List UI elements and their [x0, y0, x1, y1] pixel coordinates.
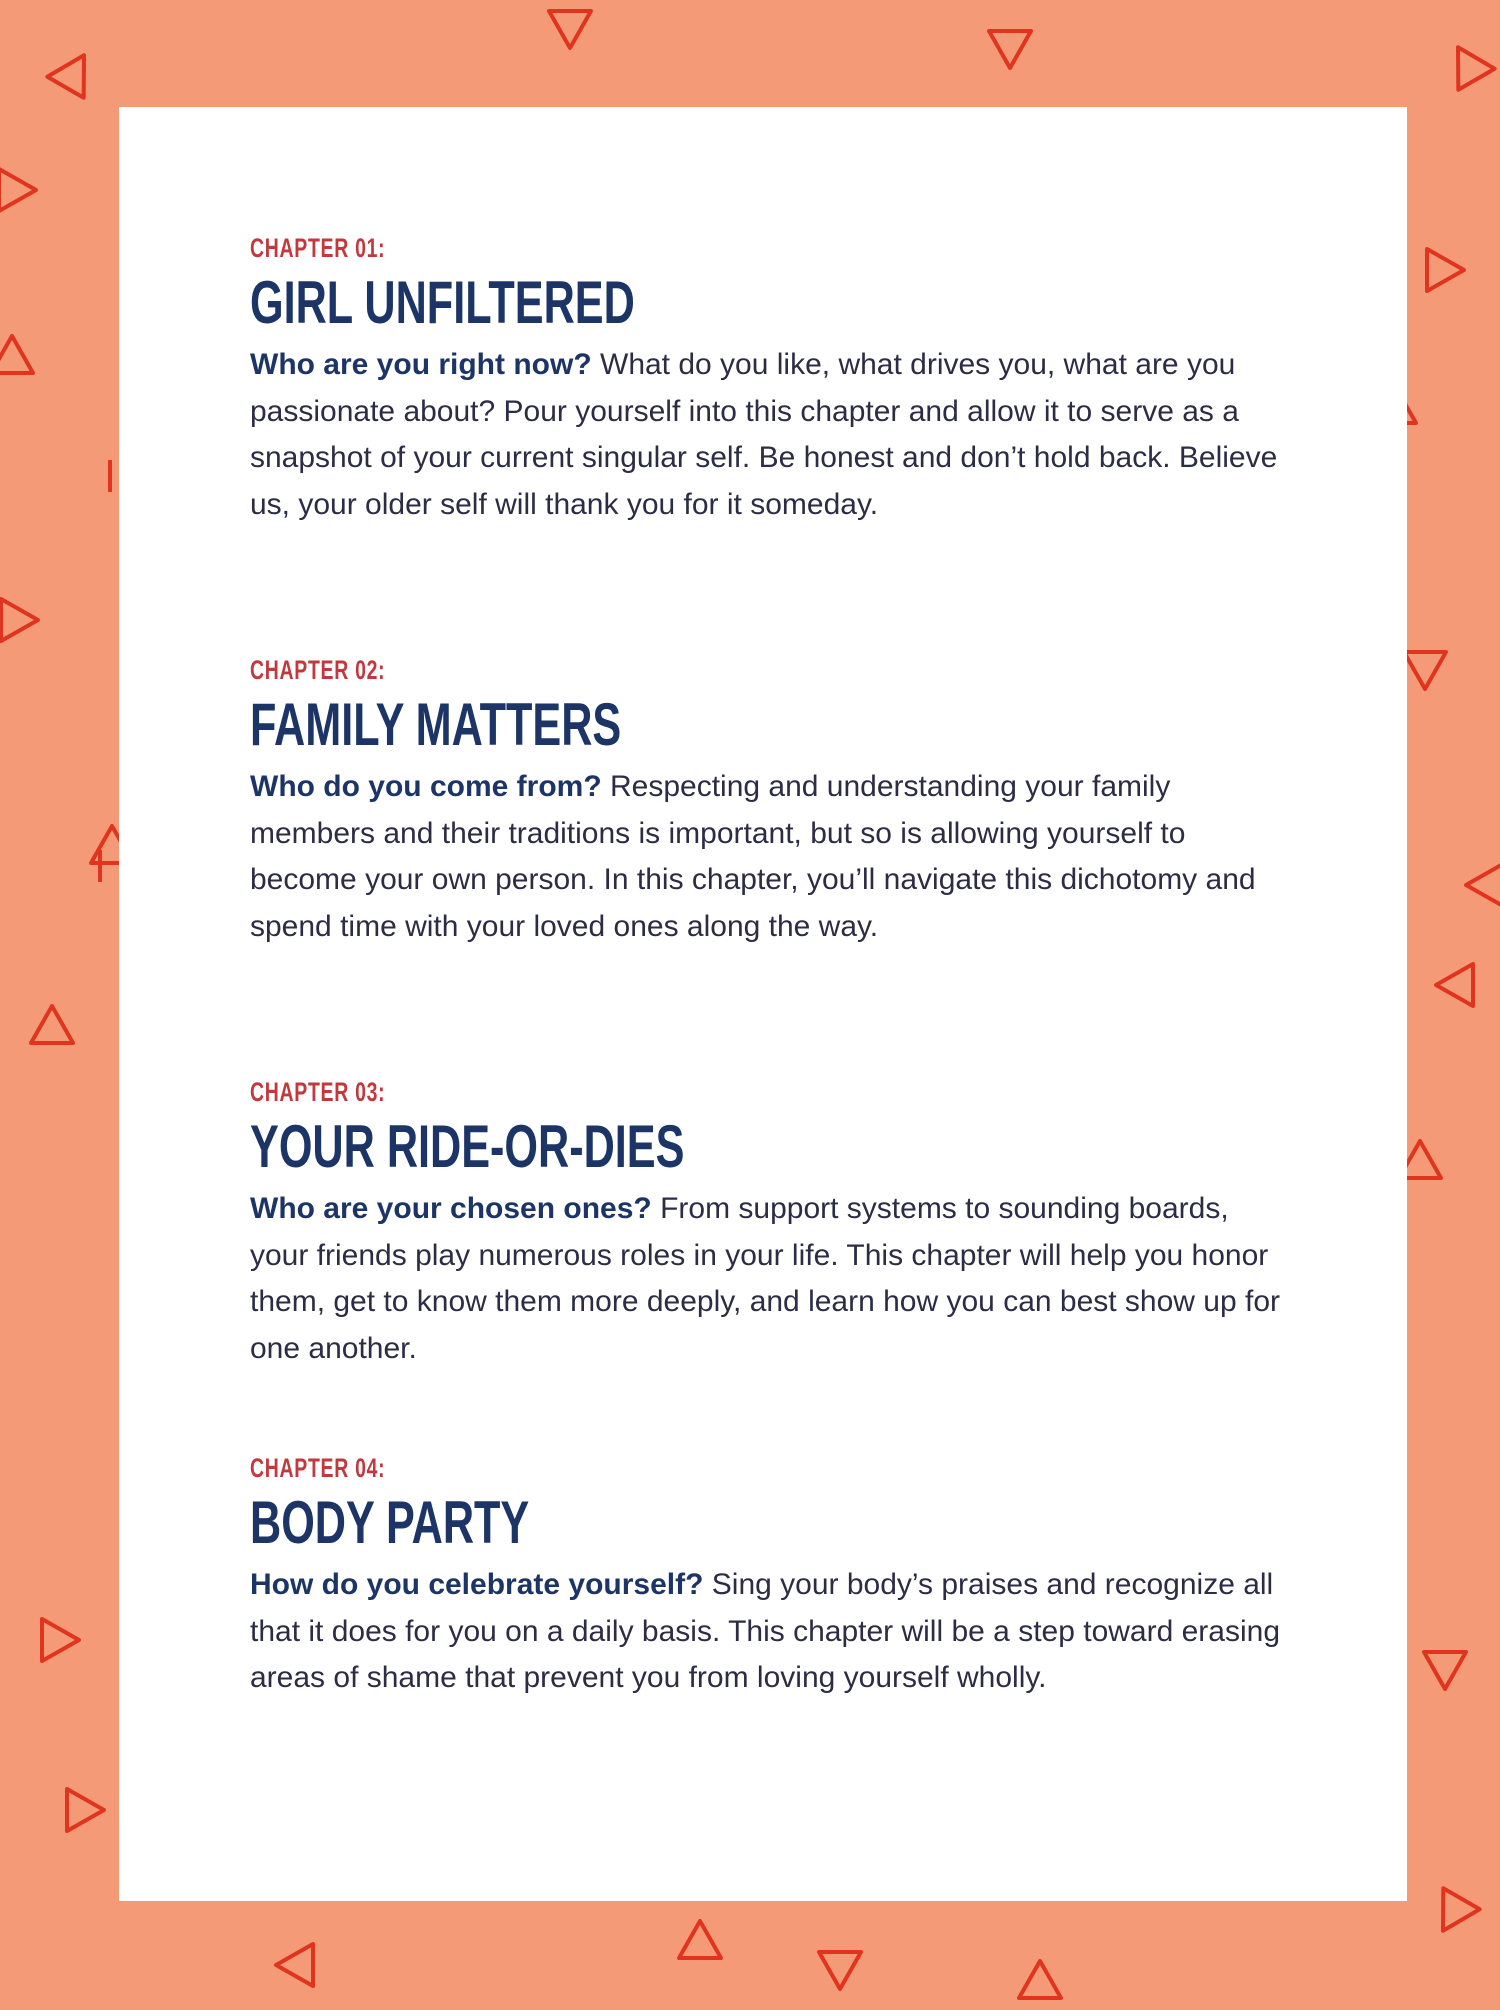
chapter-02	[250, 652, 1290, 950]
chapter-title: GIRL UNFILTERED	[250, 269, 635, 336]
triangle-outline-icon	[1427, 249, 1464, 291]
chapter-label: CHAPTER 04:	[250, 1453, 386, 1483]
triangle-outline-icon	[276, 1944, 313, 1986]
chapter-description	[250, 1562, 1290, 1702]
triangle-outline-icon	[1440, 37, 1495, 90]
chapter-text: What do you like, what drives you, what are you passionate about? Pour yourself into this chapter and allow it to serve as a snapshot of your current singular self. Be honest and don’t hold back. Believe us, your older self will thank you for it someday.	[250, 348, 1278, 521]
triangle-outline-icon	[819, 1952, 861, 1989]
triangle-outline-icon	[42, 1619, 79, 1661]
chapter-03	[250, 1074, 1290, 1372]
chapter-lead-question: How do you celebrate yourself?	[250, 1568, 704, 1601]
chapter-description	[250, 342, 1290, 528]
triangle-outline-icon	[1424, 1652, 1466, 1689]
chapter-description	[250, 1186, 1290, 1372]
triangle-outline-icon	[1019, 1961, 1061, 1998]
chapter-text: Sing your body’s praises and recognize all that it does for you on a daily basis. This chapter will be a step toward erasing areas of shame that prevent you from loving yourself wholly.	[250, 1568, 1281, 1694]
chapter-lead-question: Who do you come from?	[250, 770, 602, 803]
triangle-outline-icon	[549, 11, 591, 48]
triangle-outline-icon	[1, 599, 38, 641]
triangle-outline-icon	[1436, 964, 1473, 1006]
triangle-outline-icon	[1425, 1888, 1480, 1941]
chapter-label: CHAPTER 01:	[250, 233, 386, 263]
triangle-outline-icon	[679, 1921, 721, 1958]
chapter-04	[250, 1450, 1290, 1702]
chapter-label: CHAPTER 03:	[250, 1077, 386, 1107]
chapter-title: FAMILY MATTERS	[250, 691, 622, 758]
chapter-title: YOUR RIDE-OR-DIES	[250, 1113, 685, 1180]
triangle-outline-icon	[1404, 652, 1446, 689]
triangle-outline-icon	[1466, 864, 1500, 906]
chapter-lead-question: Who are your chosen ones?	[250, 1192, 652, 1225]
chapter-text: Respecting and understanding your family members and their traditions is important, but so is allowing yourself to become your own person. In this chapter, you’ll navigate this dichotomy and spend time with your loved ones along the way.	[250, 770, 1256, 943]
chapter-title: BODY PARTY	[250, 1489, 530, 1556]
chapter-lead-question: Who are you right now?	[250, 348, 592, 381]
triangle-outline-icon	[31, 1006, 73, 1043]
chapter-description	[250, 764, 1290, 950]
triangle-outline-icon	[0, 336, 33, 373]
chapter-01	[250, 230, 1290, 528]
chapter-label: CHAPTER 02:	[250, 655, 386, 685]
triangle-outline-icon	[67, 1789, 104, 1831]
chapter-text: From support systems to sounding boards, your friends play numerous roles in your life. This chapter will help you honor them, get to know them more deeply, and learn how you can best show up for one another.	[250, 1192, 1281, 1365]
triangle-outline-icon	[0, 169, 36, 211]
triangle-outline-icon	[47, 45, 102, 98]
triangle-outline-icon	[989, 31, 1031, 68]
